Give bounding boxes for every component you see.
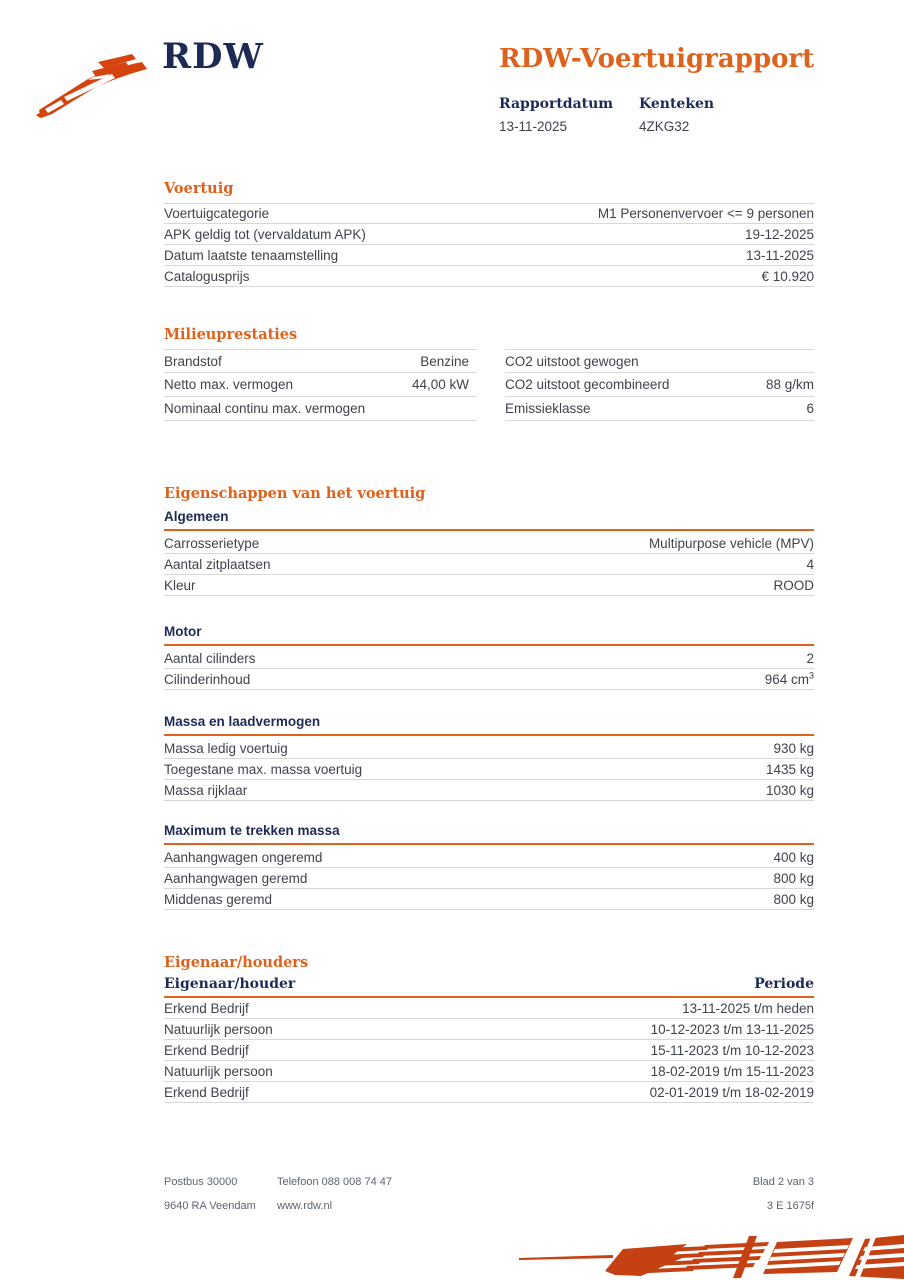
table-row	[505, 349, 814, 373]
section-eigenschappen	[164, 485, 814, 910]
footer-website: www.rdw.nl	[277, 1200, 333, 1212]
table-row	[505, 373, 814, 397]
footer-postbus: Postbus 30000	[164, 1176, 238, 1188]
table-row	[164, 1061, 814, 1082]
section-title: Voertuig	[164, 180, 234, 197]
table-row	[164, 780, 814, 801]
subsection-maximum-trekken-massa	[164, 823, 814, 910]
table-row	[164, 847, 814, 868]
field-value: 4	[806, 556, 814, 572]
owner-period: 13-11-2025 t/m heden	[682, 1000, 814, 1016]
field-label: Massa rijklaar	[164, 782, 248, 798]
table-row	[164, 245, 814, 266]
subsection-title: Maximum te trekken massa	[164, 823, 814, 845]
field-label: Aanhangwagen geremd	[164, 870, 308, 886]
field-label: Carrosserietype	[164, 535, 260, 551]
milieu-column-gap	[477, 349, 505, 421]
license-plate-value: 4ZKG32	[639, 119, 690, 134]
footer-phone: Telefoon 088 008 74 47	[277, 1176, 392, 1188]
owner-period: 18-02-2019 t/m 15-11-2023	[650, 1063, 814, 1079]
field-value: 88 g/km	[765, 377, 814, 392]
subsection-title: Massa en laadvermogen	[164, 714, 814, 736]
table-row	[164, 1040, 814, 1061]
field-label: Aanhangwagen ongeremd	[164, 849, 323, 865]
rdw-speedlines-graphic	[519, 1231, 904, 1280]
footer-city: 9640 RA Veendam	[164, 1200, 256, 1212]
report-content	[164, 180, 814, 1103]
owner-name: Erkend Bedrijf	[164, 1042, 249, 1058]
field-label: Middenas geremd	[164, 891, 273, 907]
table-row	[164, 738, 814, 759]
report-date-block	[499, 96, 639, 134]
table-row	[164, 669, 814, 690]
column-header-owner: Eigenaar/houder	[164, 976, 296, 992]
massa-table	[164, 738, 814, 801]
owner-period: 02-01-2019 t/m 18-02-2019	[649, 1084, 814, 1100]
field-label: Massa ledig voertuig	[164, 740, 288, 756]
milieu-tables	[164, 349, 814, 421]
section-eigenaar-houders	[164, 954, 814, 1103]
field-value: 13-11-2025	[745, 247, 814, 263]
owner-table-header	[164, 976, 814, 998]
page-title: RDW-Voertuigrapport	[499, 44, 815, 74]
field-value	[765, 672, 814, 687]
table-row	[164, 998, 814, 1019]
field-value: ROOD	[773, 577, 814, 593]
owner-period: 15-11-2023 t/m 10-12-2023	[650, 1042, 814, 1058]
table-row	[164, 397, 477, 421]
voertuig-table	[164, 203, 814, 287]
field-label: Brandstof	[164, 353, 222, 369]
footer-doc-code: 3 E 1675f	[766, 1200, 814, 1212]
field-label: APK geldig tot (vervaldatum APK)	[164, 226, 366, 242]
table-row	[164, 575, 814, 596]
subsection-motor	[164, 624, 814, 690]
field-label: Cilinderinhoud	[164, 671, 251, 687]
table-row	[164, 373, 477, 397]
field-value: 800 kg	[773, 891, 814, 907]
subsection-title: Motor	[164, 624, 814, 646]
table-row	[164, 1082, 814, 1103]
section-title: Eigenschappen van het voertuig	[164, 485, 426, 502]
table-row	[164, 648, 814, 669]
field-label: Nominaal continu max. vermogen	[164, 401, 366, 416]
rdw-logo-feather-icon	[36, 52, 158, 118]
owner-name: Erkend Bedrijf	[164, 1000, 249, 1016]
field-value-superscript: 3	[808, 670, 814, 680]
field-value: 1030 kg	[765, 782, 814, 798]
owner-name: Natuurlijk persoon	[164, 1063, 273, 1079]
field-label: CO2 uitstoot gewogen	[505, 353, 639, 369]
field-label: Aantal cilinders	[164, 650, 256, 666]
table-row	[164, 759, 814, 780]
field-value: 1435 kg	[765, 761, 814, 777]
algemeen-table	[164, 533, 814, 596]
milieu-right-table	[505, 349, 814, 421]
subsection-algemeen	[164, 509, 814, 596]
motor-table	[164, 648, 814, 690]
field-label: Kleur	[164, 577, 196, 593]
table-row	[164, 554, 814, 575]
table-row	[164, 349, 477, 373]
page-footer	[164, 1170, 814, 1218]
field-label: Datum laatste tenaamstelling	[164, 247, 339, 263]
owner-period: 10-12-2023 t/m 13-11-2025	[650, 1021, 814, 1037]
field-value: M1 Personenvervoer <= 9 personen	[597, 206, 814, 221]
section-title: Eigenaar/houders	[164, 954, 309, 971]
subsection-title: Algemeen	[164, 509, 814, 531]
trekken-table	[164, 847, 814, 910]
owner-name: Natuurlijk persoon	[164, 1021, 273, 1037]
license-plate-block	[639, 96, 779, 134]
table-row	[164, 533, 814, 554]
owner-name: Erkend Bedrijf	[164, 1084, 249, 1100]
table-row	[164, 266, 814, 287]
footer-line-2	[164, 1194, 814, 1218]
table-row	[164, 868, 814, 889]
report-date-label: Rapportdatum	[499, 96, 614, 112]
field-value: Benzine	[420, 353, 469, 369]
table-row	[164, 889, 814, 910]
field-label: Voertuigcategorie	[164, 206, 270, 221]
subsection-massa-laadvermogen	[164, 714, 814, 801]
field-value: € 10.920	[761, 268, 814, 284]
field-label: Catalogusprijs	[164, 268, 250, 284]
field-label: Netto max. vermogen	[164, 377, 294, 392]
field-value: Multipurpose vehicle (MPV)	[648, 535, 814, 551]
field-value: 44,00 kW	[411, 377, 469, 392]
report-meta	[499, 96, 779, 134]
field-value: 19-12-2025	[744, 226, 814, 242]
owner-table	[164, 998, 814, 1103]
section-voertuig	[164, 180, 814, 287]
table-row	[164, 1019, 814, 1040]
field-value: 2	[806, 650, 814, 666]
field-value: 6	[806, 401, 814, 416]
field-label: Emissieklasse	[505, 401, 591, 416]
license-plate-label: Kenteken	[639, 96, 715, 112]
table-row	[164, 203, 814, 224]
field-label: CO2 uitstoot gecombineerd	[505, 377, 670, 392]
rdw-logo-text: RDW	[162, 36, 264, 77]
footer-line-1	[164, 1170, 814, 1194]
field-value-text: 964 cm	[764, 671, 809, 687]
report-date-value: 13-11-2025	[499, 119, 568, 134]
footer-page-number: Blad 2 van 3	[752, 1176, 814, 1188]
section-milieuprestaties	[164, 326, 814, 421]
field-value: 400 kg	[773, 849, 814, 865]
milieu-left-table	[164, 349, 477, 421]
table-row	[164, 224, 814, 245]
field-label: Aantal zitplaatsen	[164, 556, 271, 572]
column-header-period: Periode	[754, 976, 814, 992]
field-value: 930 kg	[773, 740, 814, 756]
table-row	[505, 397, 814, 421]
field-label: Toegestane max. massa voertuig	[164, 761, 363, 777]
field-value: 800 kg	[773, 870, 814, 886]
section-title: Milieuprestaties	[164, 326, 298, 343]
